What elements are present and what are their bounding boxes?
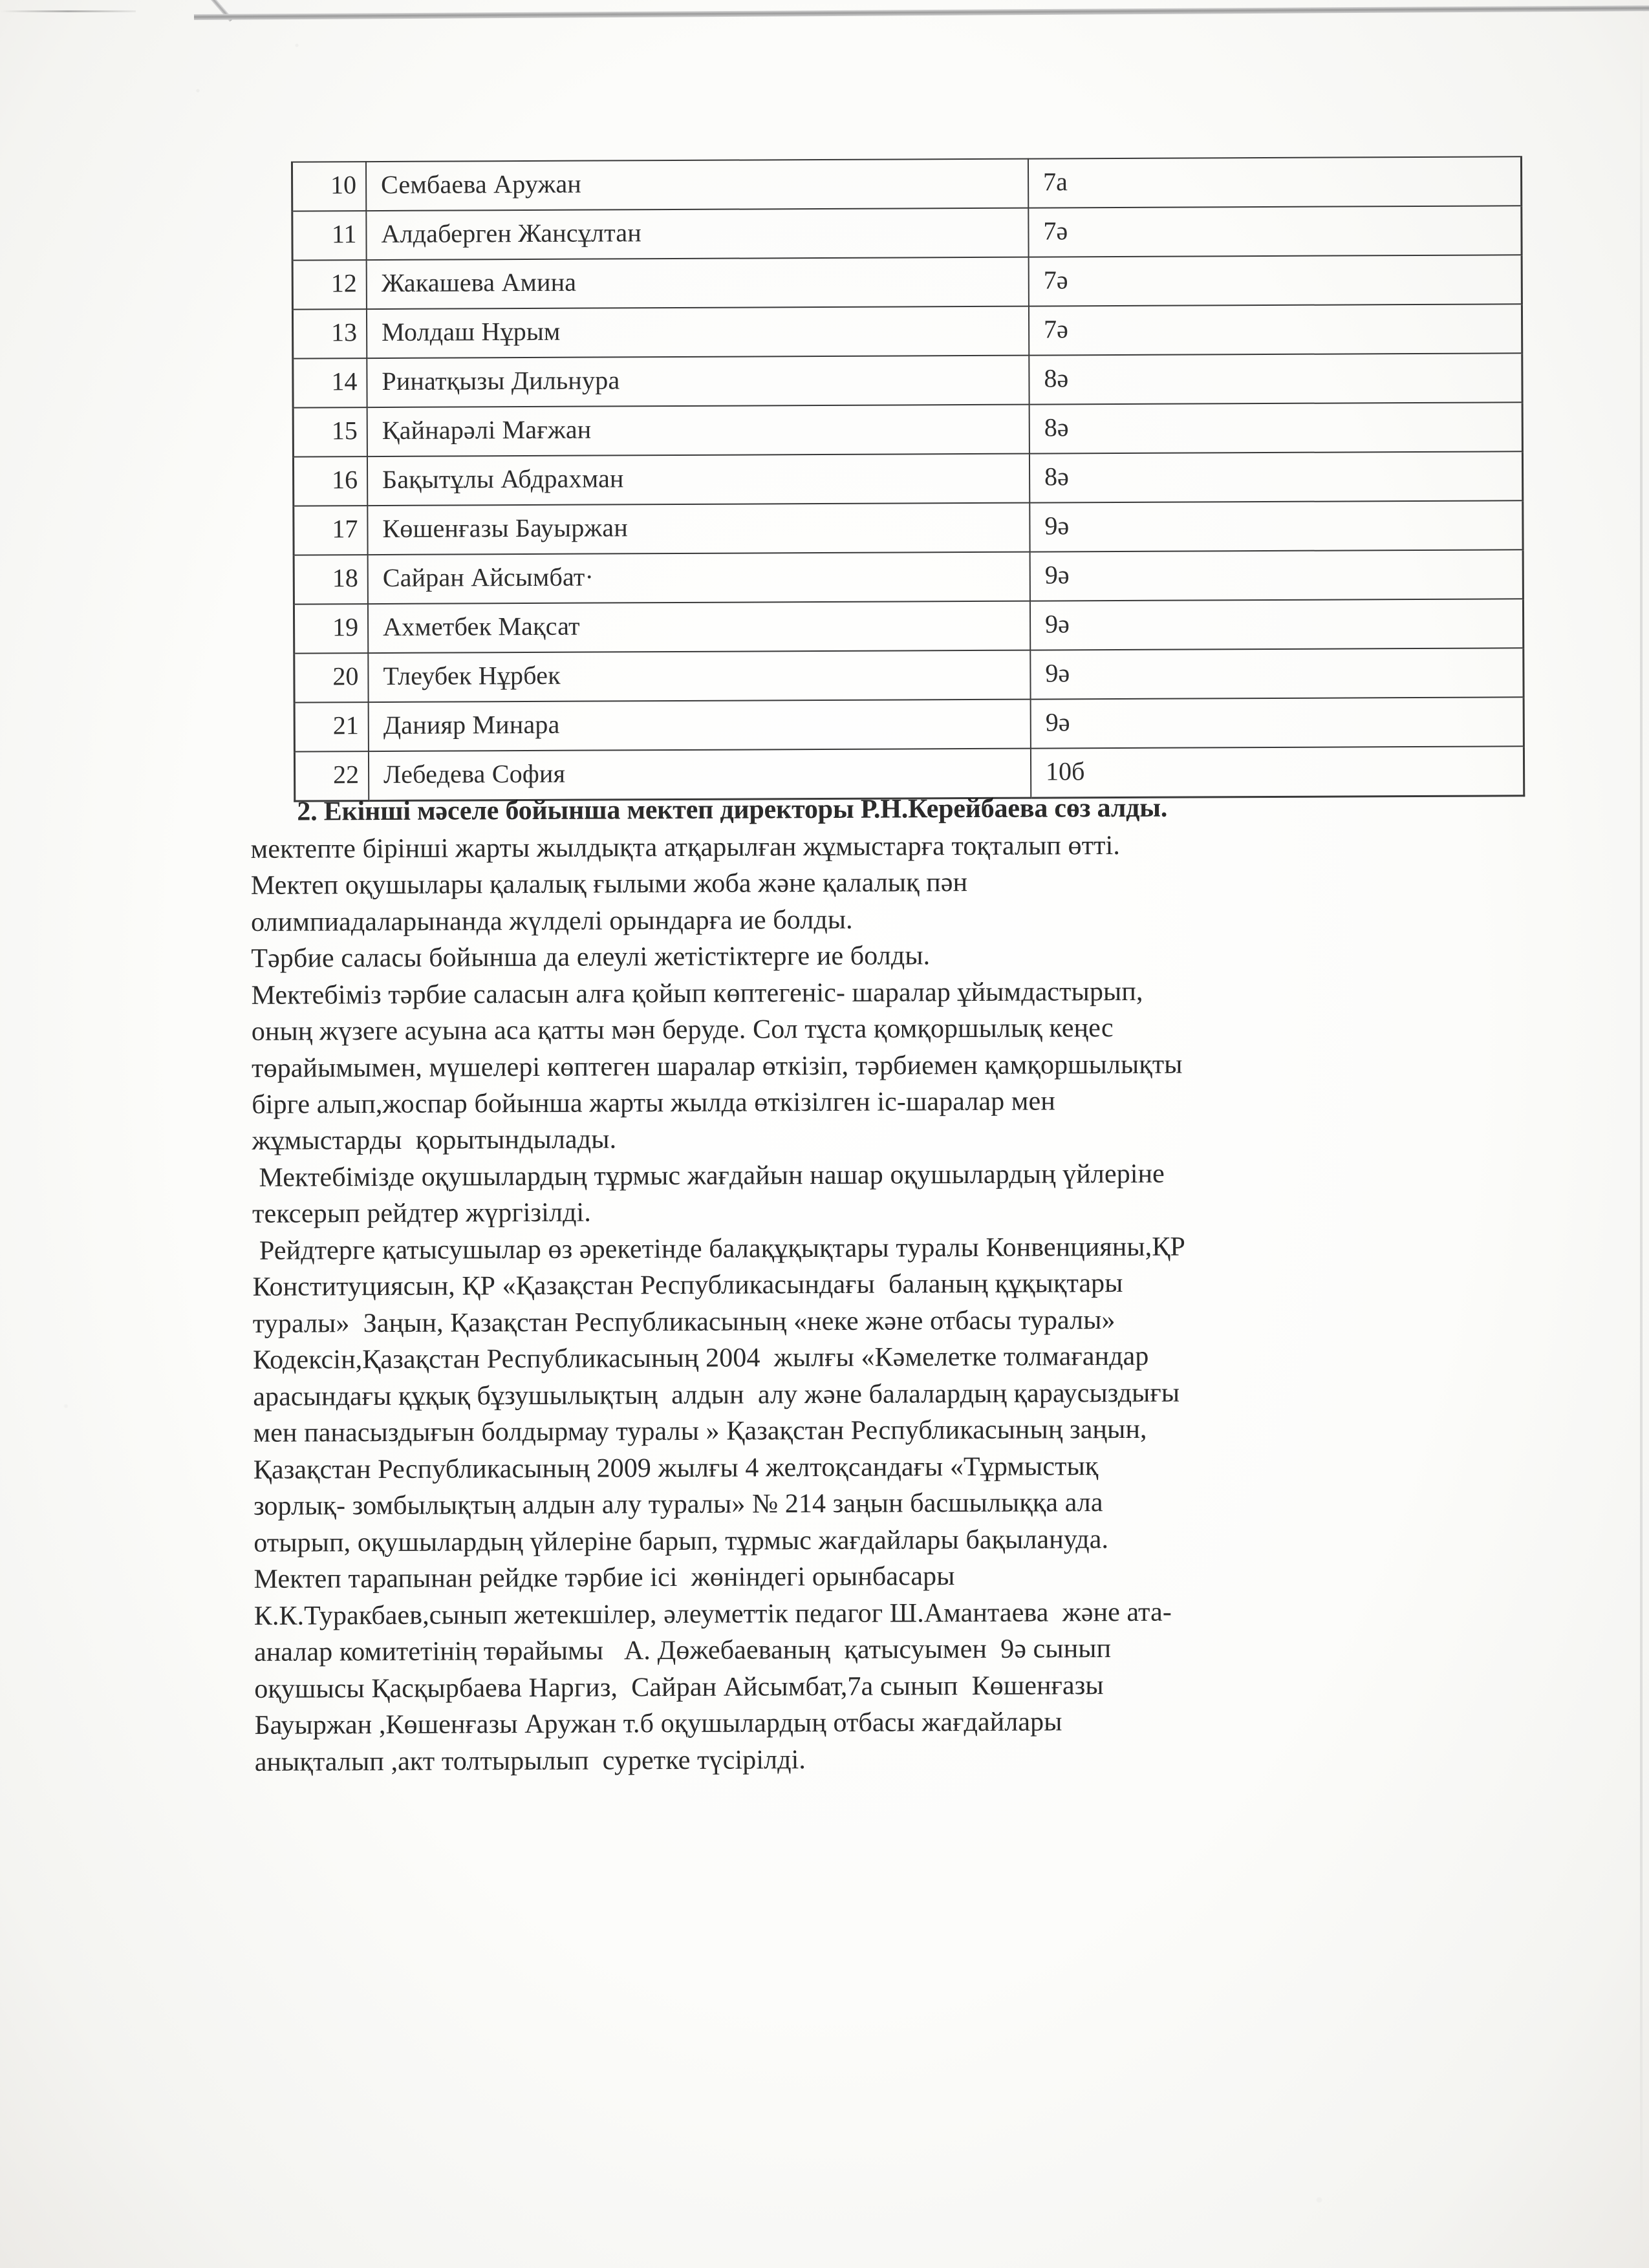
table-row — [293, 451, 1522, 506]
student-name: Ринатқызы Дильнура — [367, 356, 1029, 407]
body-line: Қазақстан Республикасының 2009 жылғы 4 желтоқсандағы «Тұрмыстық — [253, 1451, 1099, 1485]
body-line: Рейдтерге қатысушылар өз әрекетінде балақұқықтары туралы Конвенцияны,ҚР — [252, 1232, 1185, 1266]
student-grade: 8ә — [1029, 353, 1522, 404]
body-line: аналар комитетінің төрайымы А. Дөжебаеваның қатысуымен 9ә сынып — [253, 1634, 1112, 1668]
body-line: анықталып ,акт толтырылып суретке түсірілді. — [254, 1744, 806, 1777]
student-name: Лебедева София — [369, 749, 1031, 801]
student-name: Молдаш Нұрым — [367, 306, 1029, 358]
student-grade: 10б — [1031, 746, 1524, 798]
student-roster-table — [291, 156, 1525, 802]
body-line: К.К.Туракбаев,сынып жетекшілер, әлеуметтік педагог Ш.Амантаева және ата- — [253, 1597, 1172, 1631]
body-line: жұмыстарды қорытындылады. — [252, 1124, 617, 1157]
table-row — [294, 500, 1523, 555]
table-row — [292, 255, 1522, 309]
table-row — [292, 304, 1522, 358]
row-number: 19 — [294, 604, 368, 653]
row-number: 16 — [293, 456, 367, 506]
student-name: Бақытұлы Абдрахман — [367, 454, 1029, 506]
row-number: 11 — [292, 211, 367, 260]
table-row — [294, 648, 1524, 702]
body-line: Мектебіміз тәрбие саласын алға қойып көптегеніс- шаралар ұйымдастырып, — [251, 976, 1143, 1011]
student-name: Данияр Минара — [369, 700, 1031, 751]
body-line: Бауыржан ,Көшенғазы Аружан т.б оқушылардың отбасы жағдайлары — [254, 1707, 1062, 1741]
body-line: Конституциясын, ҚР «Қазақстан Республикасындағы баланың құқықтары — [252, 1268, 1123, 1303]
student-grade: 9ә — [1031, 697, 1524, 748]
row-number: 17 — [294, 506, 368, 555]
row-number: 10 — [292, 162, 366, 211]
body-line: Кодексін,Қазақстан Республикасының 2004 жылғы «Кәмелетке толмағандар — [252, 1342, 1149, 1376]
student-name: Ахметбек Мақсат — [368, 601, 1030, 653]
document-body — [250, 789, 1619, 1781]
table-row — [294, 697, 1524, 751]
student-name: Сайран Айсымбат· — [368, 552, 1030, 604]
body-line: төрайымымен, мүшелері көптеген шаралар өткізіп, тәрбиемен қамқоршылықты — [251, 1049, 1183, 1084]
student-grade: 8ә — [1029, 451, 1523, 502]
body-line: зорлық- зомбылықтың алдын алу туралы» № 214 заңын басшылыққа ала — [253, 1488, 1103, 1522]
body-line: оқушысы Қасқырбаева Наргиз, Сайран Айсымбат,7а сынып Көшенғазы — [254, 1670, 1104, 1704]
minutes-paragraph — [250, 825, 1619, 1781]
student-name: Тлеубек Нұрбек — [368, 650, 1030, 702]
row-number: 18 — [294, 555, 368, 604]
roster-body — [292, 156, 1524, 801]
table-row — [292, 206, 1522, 260]
body-line: олимпиадаларынанда жүлделі орындарға ие болды. — [250, 904, 853, 937]
body-line: бірге алып,жоспар бойынша жарты жылда өткізілген іс-шаралар мен — [252, 1086, 1055, 1120]
student-grade: 9ә — [1030, 599, 1524, 650]
body-line: тексерып рейдтер жүргізілді. — [252, 1198, 591, 1230]
table-row — [293, 402, 1522, 456]
student-grade: 9ә — [1030, 550, 1524, 601]
student-grade: 9ә — [1029, 500, 1523, 551]
table-row — [292, 156, 1521, 211]
student-grade: 7ә — [1029, 255, 1522, 306]
row-number: 15 — [293, 407, 367, 456]
student-grade: 7ә — [1028, 206, 1522, 257]
student-name: Көшенғазы Бауыржан — [367, 503, 1029, 555]
body-line: Мектеп тарапынан рейдке тәрбие ісі жөніндегі орынбасары — [253, 1561, 955, 1595]
table-row — [294, 550, 1523, 604]
row-number: 21 — [294, 702, 369, 751]
row-number: 22 — [294, 751, 369, 801]
body-line: Мектеп оқушылары қалалық ғылыми жоба және қалалық пән — [250, 868, 968, 901]
body-line: мен панасыздығын болдырмау туралы » Қазақстан Республикасының заңын, — [253, 1415, 1147, 1449]
student-name: Сембаева Аружан — [366, 159, 1028, 211]
row-number: 14 — [293, 358, 367, 407]
body-line: Мектебімізде оқушылардың тұрмыс жағдайын нашар оқушылардың үйлеріне — [252, 1159, 1165, 1193]
body-line: мектепте бірінші жарты жылдықта атқарылған жұмыстарға тоқталып өтті. — [250, 830, 1121, 864]
row-number: 12 — [292, 260, 367, 309]
body-line: арасындағы құқық бұзушылықтың алдын алу және балалардың қараусыздығы — [253, 1378, 1180, 1412]
body-line: Тәрбие саласы бойынша да елеулі жетістіктерге ие болды. — [251, 941, 931, 974]
student-grade: 7ә — [1029, 304, 1522, 355]
student-grade: 7а — [1028, 156, 1522, 208]
row-number: 20 — [294, 653, 369, 702]
student-grade: 9ә — [1030, 648, 1524, 699]
student-name: Қайнарәлі Мағжан — [367, 405, 1029, 456]
body-line: отырып, оқушылардың үйлеріне барып, тұрмыс жағдайлары бақылануда. — [253, 1524, 1109, 1558]
student-name: Жакашева Амина — [367, 257, 1029, 309]
student-grade: 8ә — [1029, 402, 1523, 453]
body-line: туралы» Заңын, Қазақстан Республикасының «неке және отбасы туралы» — [252, 1305, 1116, 1339]
agenda-item-heading: 2. Екінші мәселе бойынша мектеп директоры Р.Н.Керейбаева сөз алды. — [297, 793, 1168, 827]
student-name: Алдаберген Жансұлтан — [366, 208, 1028, 260]
table-row — [293, 353, 1522, 407]
body-line: оның жүзеге асуына аса қатты мән беруде. Сол тұста қомқоршылық кеңес — [251, 1013, 1114, 1047]
row-number: 13 — [292, 309, 367, 358]
table-row — [294, 599, 1523, 653]
